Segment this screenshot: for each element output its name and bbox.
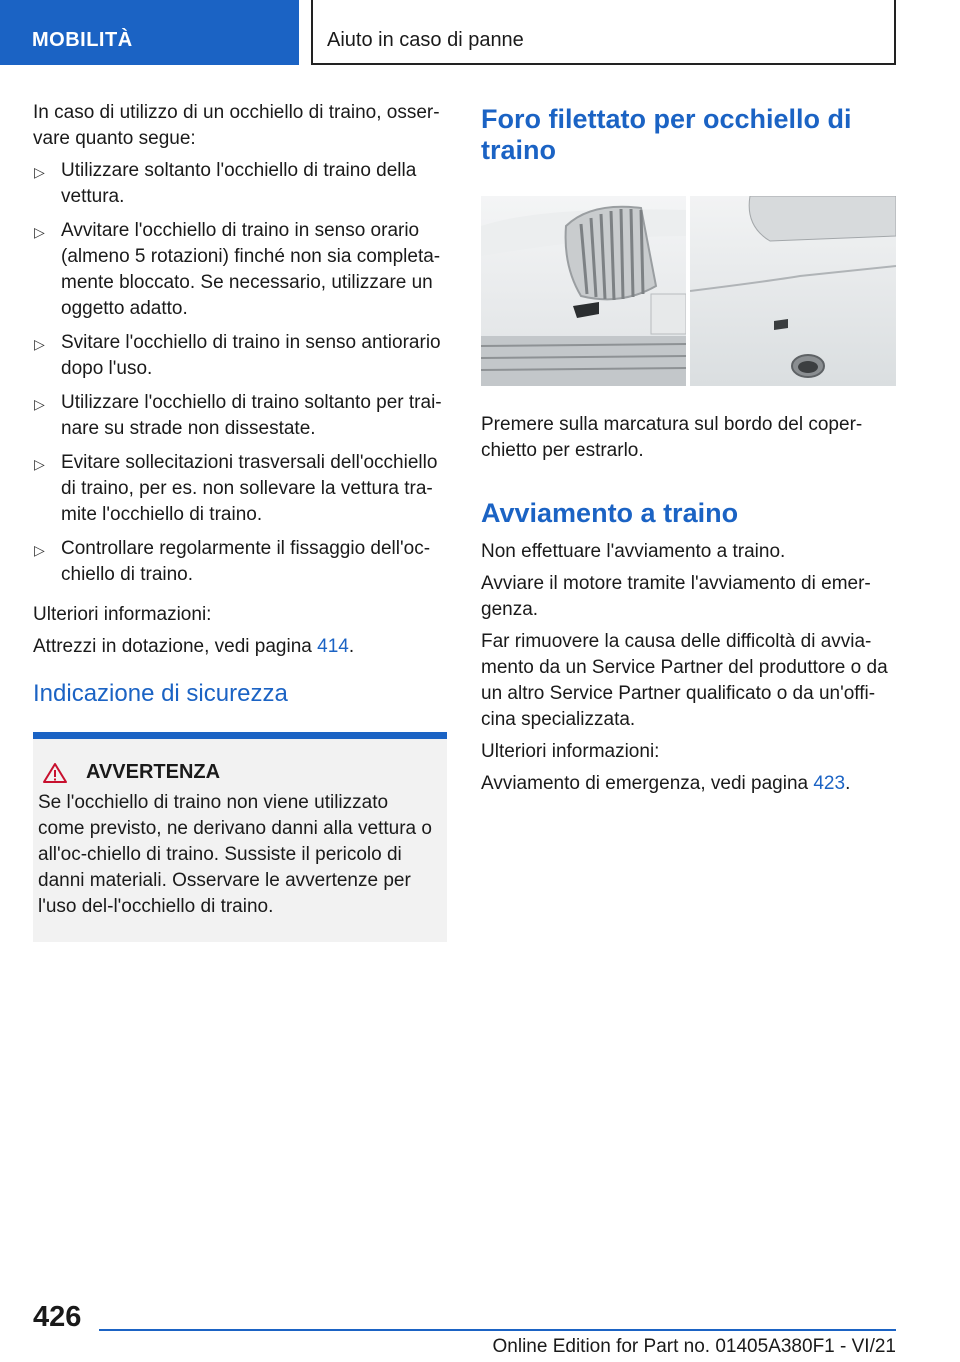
more-info-label: Ulteriori informazioni: xyxy=(481,741,660,762)
tow-start-paragraph-3: Far rimuovere la causa delle difficoltà di avvia-mento da un Service Partner del produttore o da un altro Service Partner qualificato o da un'offi-cina specializzata. xyxy=(481,631,888,730)
list-item: ▷ Avvitare l'occhiello di traino in senso orario (almeno 5 rotazioni) finché non sia completa-mente bloccato. Se necessario, utilizzare un oggetto adatto. xyxy=(34,220,441,319)
list-item: ▷ Controllare regolarmente il fissaggio dell'oc-chiello di traino. xyxy=(34,538,431,585)
warning-title: AVVERTENZA xyxy=(38,761,437,784)
page-number: 426 xyxy=(33,1301,82,1333)
front-bumper-image xyxy=(481,196,686,386)
list-item: ▷ Svitare l'occhiello di traino in senso antiorario dopo l'uso. xyxy=(34,332,441,379)
tow-thread-heading: Foro filettato per occhiello di traino xyxy=(481,104,852,165)
more-info-label: Ulteriori informazioni: xyxy=(33,604,212,625)
triangle-right-icon: ▷ xyxy=(34,224,45,240)
list-item: ▷ Utilizzare l'occhiello di traino soltanto per trai-nare su strade non dissestate. xyxy=(34,392,442,439)
list-item: ▷ Utilizzare soltanto l'occhiello di traino della vettura. xyxy=(34,160,417,207)
page-link-423[interactable]: 423 xyxy=(813,773,846,794)
warning-text: Se l'occhiello di traino non viene utilizzato come previsto, ne derivano danni alla vettura o all'oc-chiello di traino. Sussiste il pericolo di danni materiali. Osservare le avvertenze per l'uso del-l'occhiello di traino. xyxy=(38,792,432,917)
triangle-right-icon: ▷ xyxy=(34,164,45,180)
cross-reference: Avviamento di emergenza, vedi pagina 423. xyxy=(481,773,851,794)
triangle-right-icon: ▷ xyxy=(34,456,45,472)
rear-bumper-image xyxy=(690,196,896,386)
photo-caption: Premere sulla marcatura sul bordo del coper-chietto per estrarlo. xyxy=(481,414,863,461)
tow-start-heading: Avviamento a traino xyxy=(481,498,739,528)
intro-paragraph: In caso di utilizzo di un occhiello di traino, osser-vare quanto segue: xyxy=(33,102,440,149)
page-link-414[interactable]: 414 xyxy=(317,636,349,657)
tow-eye-instructions-list xyxy=(33,158,447,588)
chapter-tab[interactable]: MOBILITÀ xyxy=(0,0,299,65)
tow-start-paragraph-2: Avviare il motore tramite l'avviamento di emer-genza. xyxy=(481,573,871,620)
tow-start-paragraph-1: Non effettuare l'avviamento a traino. xyxy=(481,541,786,562)
triangle-right-icon: ▷ xyxy=(34,396,45,412)
left-column xyxy=(33,100,447,942)
edition-note: Online Edition for Part no. 01405A380F1 - VI/21 xyxy=(492,1336,896,1357)
warning-triangle-icon xyxy=(42,762,68,784)
section-title: Aiuto in caso di panne xyxy=(311,0,896,65)
tow-eye-cover-photo xyxy=(481,196,896,386)
right-column xyxy=(481,100,896,803)
triangle-right-icon: ▷ xyxy=(34,542,45,558)
cross-reference: Attrezzi in dotazione, vedi pagina 414. xyxy=(33,636,355,657)
safety-heading: Indicazione di sicurezza xyxy=(33,680,288,707)
footer-divider xyxy=(99,1329,896,1331)
warning-box xyxy=(33,732,447,942)
list-item: ▷ Evitare sollecitazioni trasversali dell'occhiello di traino, per es. non sollevare la vettura tra-mite l'occhiello di traino. xyxy=(34,452,438,525)
triangle-right-icon: ▷ xyxy=(34,336,45,352)
